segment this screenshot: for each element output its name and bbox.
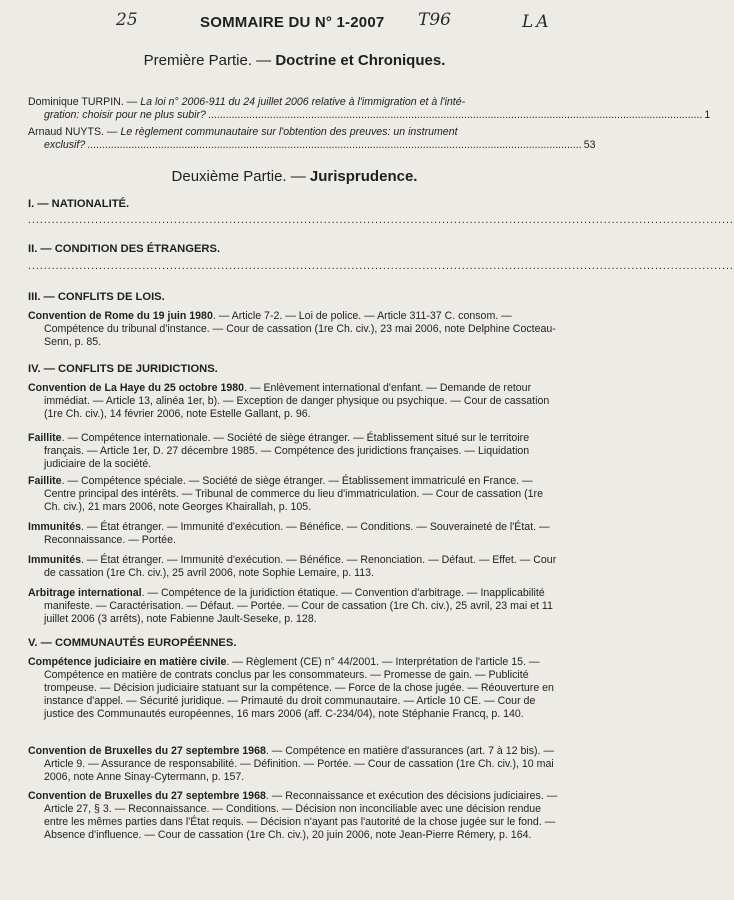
doctrine-author: Arnaud NUYTS. — (28, 126, 118, 138)
doctrine-title-cont: exclusif? (44, 139, 86, 151)
jurisprudence-entry (28, 656, 561, 721)
entry-body: . — Compétence de la juridiction étatique. — Convention d'arbitrage. — Inapplicabilité manifeste. — Caractérisation. — Défaut. — Portée. — Cour de cassation (1re Ch. civ.), 25 avril, 23 mai et 11 juillet 2006 (3 arrêts), note Fabienne Jault-Seseke, p. 128. (44, 587, 553, 625)
entry-head: Arbitrage international (28, 587, 142, 599)
part-one-title: Doctrine et Chroniques. (275, 52, 446, 69)
entry-body: . — État étranger. — Immunité d'exécution. — Bénéfice. — Renonciation. — Défaut. — Effet. — Cour de cassation (1re Ch. civ.), 25 avril 2006, note Sophie Lemaire, p. 113. (44, 554, 557, 579)
jurisprudence-entry (28, 310, 561, 349)
entry-head: Immunités (28, 521, 81, 533)
entry-body: . — Règlement (CE) n° 44/2001. — Interprétation de l'article 15. — Compétence en matière de contrats conclus par les consommateurs. — Promesse de gain. — Publicité trompeuse. — Décision judiciaire statuant sur la compétence. — Force de la chose jugée. — Réouverture en instance d'appel. — Sécurité juridique. — Primauté du droit communautaire. — Article 10 CE. — Cour de justice des Communautés européennes, 16 mars 2006 (aff. C-234/04), note Stéphanie Francq, p. 140. (44, 656, 554, 720)
handwritten-note-mid: T96 (418, 10, 451, 30)
part-one-label: Première Partie. — (143, 52, 276, 69)
entry-body: . — Article 7-2. — Loi de police. — Article 311-37 C. consom. — Compétence du tribunal d'instance. — Cour de cassation (1re Ch. civ.), 23 mai 2006, note Delphine Cocteau-Senn, p. 85. (44, 310, 556, 348)
entry-head: Convention de Bruxelles du 27 septembre 1968 (28, 790, 266, 802)
section-heading: V. — COMMUNAUTÉS EUROPÉENNES. (28, 637, 237, 649)
entry-body: . — État étranger. — Immunité d'exécution. — Bénéfice. — Conditions. — Souveraineté de l'État. — Reconnaissance. — Portée. (44, 521, 550, 546)
jurisprudence-entry (28, 554, 561, 580)
entry-body: . — Compétence en matière d'assurances (art. 7 à 12 bis). — Article 9. — Assurance de responsabilité. — Définition. — Portée. — Cour de cassation (1re Ch. civ.), 10 mai 2006, note Anne Sinay-Cytermann, p. 157. (44, 745, 555, 783)
entry-head: Compétence judiciaire en matière civile (28, 656, 227, 668)
entry-head: Convention de Bruxelles du 27 septembre 1968 (28, 745, 266, 757)
doctrine-title: La loi n° 2006-911 du 24 juillet 2006 relative à l'immigration et à l'inté- (140, 96, 466, 108)
jurisprudence-entry (28, 587, 561, 626)
doctrine-entry (28, 96, 711, 122)
entry-head: Faillite (28, 475, 62, 487)
jurisprudence-entry (28, 745, 561, 784)
doctrine-page: 53 (583, 139, 596, 151)
section-heading: I. — NATIONALITÉ. (28, 198, 130, 210)
part-two-heading (0, 168, 589, 185)
entry-body: . — Compétence spéciale. — Société de siège étranger. — Établissement immatriculé en France. — Centre principal des intérêts. — Tribunal de commerce du lieu d'immatriculation. — Cour de cassation (1re Ch. civ.), 21 mars 2006, note Georges Khairallah, p. 105. (44, 475, 543, 513)
entry-body: . — Compétence internationale. — Société de siège étranger. — Établissement situé sur le territoire français. — Article 1er, D. 27 décembre 1985. — Compétence des juridictions françaises. — Liquidation judiciaire de la société. (44, 432, 530, 470)
entry-body: . — Reconnaissance et exécution des décisions judiciaires. — Article 27, § 3. — Reconnaissance. — Conditions. — Décision non inconciliable avec une décision rendue entre les mêmes parties dans l'État requis. — Décision n'ayant pas l'autorité de la chose jugée sur le fond. — Absence d'influence. — Cour de cassation (1re Ch. civ.), 20 juin 2006, note Jean-Pierre Rémery, p. 164. (44, 790, 558, 841)
jurisprudence-entry (28, 790, 561, 842)
doctrine-author: Dominique TURPIN. — (28, 96, 138, 108)
section-heading: IV. — CONFLITS DE JURIDICTIONS. (28, 363, 218, 375)
section-heading: III. — CONFLITS DE LOIS. (28, 291, 165, 303)
entry-head: Convention de Rome du 19 juin 1980 (28, 310, 213, 322)
dot-line: ................................................................................................................................................................................... (28, 260, 734, 272)
jurisprudence-entry (28, 432, 561, 471)
doctrine-title-cont: gration: choisir pour ne plus subir? (44, 109, 206, 121)
entry-body: . — Enlèvement international d'enfant. — Demande de retour immédiat. — Article 13, alinéa 1er, b). — Exception de danger physique ou psychique. — Cour de cassation (1re Ch. civ.), 14 février 2006, note Estelle Gallant, p. 96. (44, 382, 550, 420)
page-title: SOMMAIRE DU N° 1-2007 (200, 14, 385, 31)
doctrine-title: Le règlement communautaire sur l'obtention des preuves: un instrument (120, 126, 458, 138)
part-two-label: Deuxième Partie. — (171, 168, 310, 185)
doctrine-entry (28, 126, 596, 152)
entry-head: Convention de La Haye du 25 octobre 1980 (28, 382, 245, 394)
doctrine-page: 1 (704, 109, 711, 121)
dot-line: ................................................................................................................................................................................... (28, 214, 734, 226)
part-one-heading (0, 52, 589, 69)
dot-leader: ........................................................................................................................................................................ (207, 109, 703, 121)
handwritten-note-left: 25 (116, 10, 138, 30)
handwritten-note-right: LA (522, 12, 552, 32)
part-two-title: Jurisprudence. (309, 168, 418, 185)
jurisprudence-entry (28, 382, 561, 421)
entry-head: Faillite (28, 432, 62, 444)
entry-head: Immunités (28, 554, 81, 566)
jurisprudence-entry (28, 521, 561, 547)
dot-leader: ........................................................................................................................................................................ (87, 139, 582, 151)
section-heading: II. — CONDITION DES ÉTRANGERS. (28, 243, 221, 255)
jurisprudence-entry (28, 475, 561, 514)
